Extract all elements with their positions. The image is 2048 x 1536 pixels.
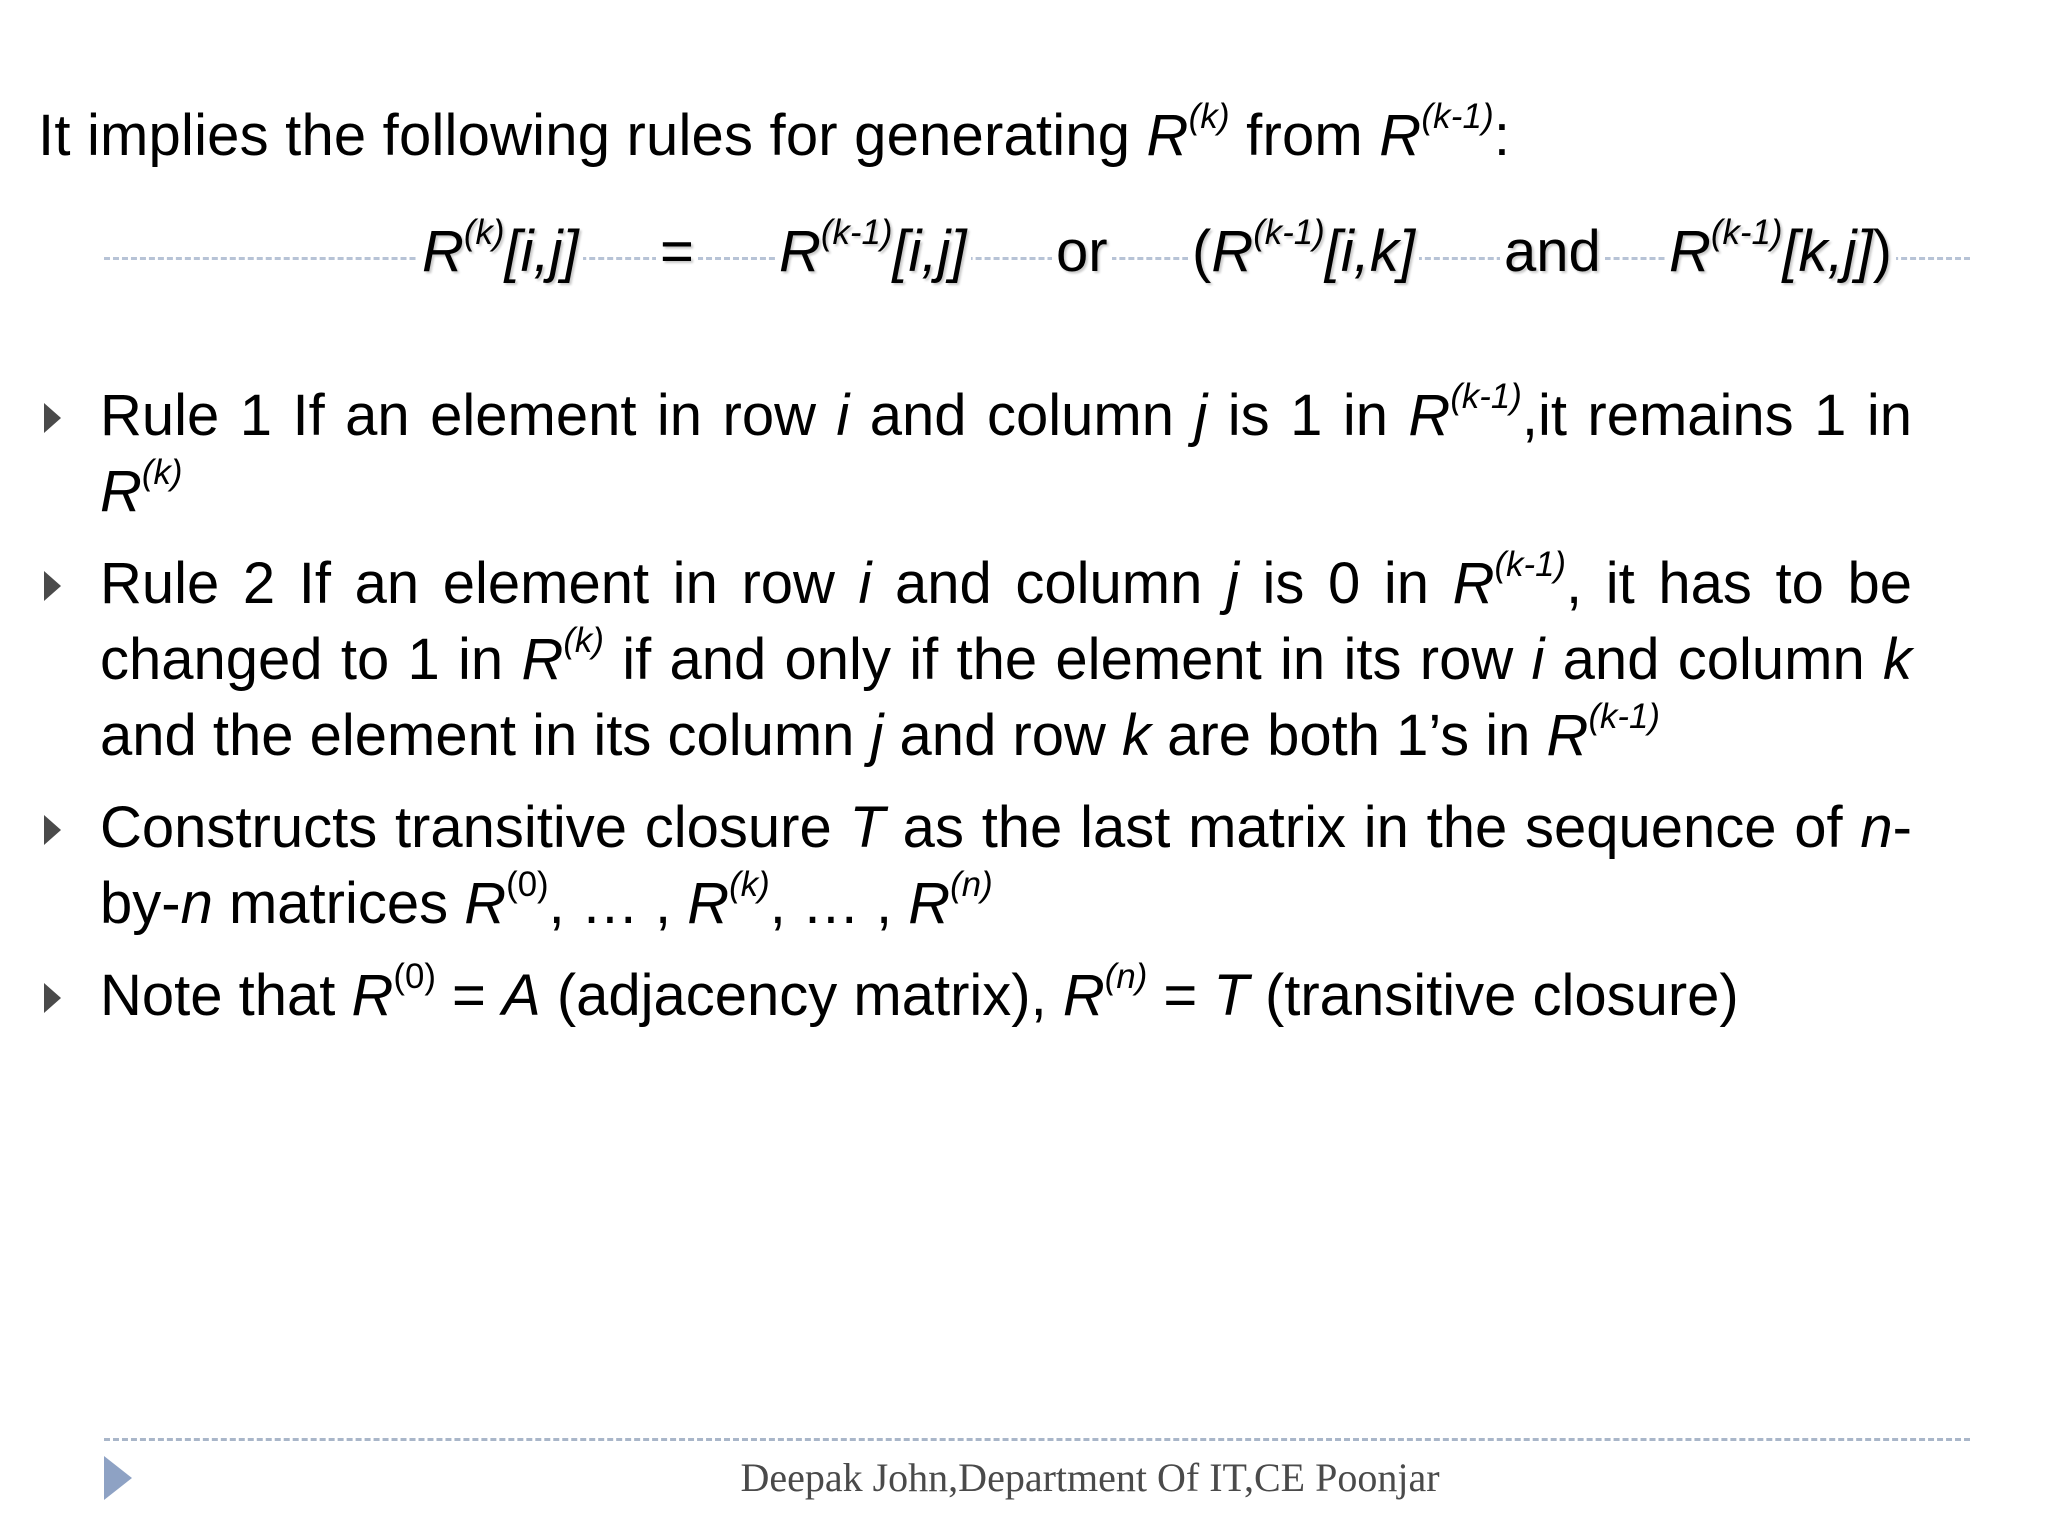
formula-and: and xyxy=(1500,212,1605,292)
bullet-text xyxy=(100,958,1912,1034)
var-t: T xyxy=(849,795,885,860)
var-n: n xyxy=(1860,795,1893,860)
formula-equals: = xyxy=(656,212,698,292)
var-i: i xyxy=(858,551,872,616)
superscript-k: (k) xyxy=(1188,96,1230,136)
text: (adjacency matrix), xyxy=(540,963,1063,1028)
text: is 1 in xyxy=(1207,383,1409,448)
text: and column xyxy=(871,551,1226,616)
text: , … , xyxy=(769,871,909,936)
var-k: k xyxy=(1882,627,1912,692)
symbol-r: R xyxy=(1379,103,1422,168)
text: and the element in its column xyxy=(100,703,871,768)
text: if and only if the element in its row xyxy=(603,627,1532,692)
text: changed to 1 in xyxy=(100,627,522,692)
bullet-line xyxy=(100,866,1912,942)
intro-line xyxy=(38,96,1510,176)
index-ij: [i,j] xyxy=(892,219,967,284)
symbol-r: R xyxy=(1452,551,1495,616)
text: Constructs transitive closure xyxy=(100,795,850,860)
text: = xyxy=(1147,963,1214,1028)
symbol-r: R xyxy=(521,627,564,692)
formula-term-lhs xyxy=(418,212,583,292)
var-j: j xyxy=(1194,383,1208,448)
text: = xyxy=(435,963,503,1028)
superscript-k-minus-1: (k-1) xyxy=(1450,376,1522,416)
paren-open: ( xyxy=(1192,219,1212,284)
superscript-0: (0) xyxy=(393,956,436,996)
formula-or: or xyxy=(1052,212,1112,292)
symbol-r: R xyxy=(779,219,821,284)
bullet-line xyxy=(100,790,1912,866)
superscript-k-minus-1: (k-1) xyxy=(1253,212,1325,252)
bullet-text xyxy=(100,378,1912,530)
bullet-line xyxy=(100,546,1912,622)
intro-colon: : xyxy=(1493,103,1511,168)
text: Note that xyxy=(100,963,352,1028)
text: by- xyxy=(100,871,181,936)
text: , … , xyxy=(548,871,688,936)
text: ,it remains 1 in xyxy=(1521,383,1912,448)
intro-text-from: from xyxy=(1229,103,1380,168)
formula-term-rhs1 xyxy=(775,212,971,292)
symbol-r: R xyxy=(1062,963,1105,1028)
formula xyxy=(0,212,2048,292)
superscript-n: (n) xyxy=(1104,956,1148,996)
bullet-line xyxy=(100,622,1912,698)
bullet-line xyxy=(100,454,1912,530)
var-k: k xyxy=(1122,703,1152,768)
symbol-r: R xyxy=(1146,103,1189,168)
bullet-text xyxy=(100,546,1912,774)
footer-credit: Deepak John,Department Of IT,CE Poonjar xyxy=(740,1455,1440,1500)
bullet-triangle-icon xyxy=(44,983,61,1013)
symbol-r: R xyxy=(351,963,394,1028)
symbol-r: R xyxy=(1211,219,1254,284)
bullet-triangle-icon xyxy=(44,815,61,845)
symbol-r: R xyxy=(100,459,142,524)
symbol-r: R xyxy=(422,219,464,284)
symbol-r: R xyxy=(908,871,951,936)
rule-label: Rule 2 xyxy=(100,551,276,616)
superscript-k-minus-1: (k-1) xyxy=(820,212,893,252)
text: and row xyxy=(883,703,1123,768)
formula-term-rhs3 xyxy=(1665,212,1896,292)
symbol-r: R xyxy=(464,871,507,936)
symbol-r: R xyxy=(687,871,730,936)
text: and column xyxy=(1544,627,1883,692)
superscript-k: (k) xyxy=(463,212,505,252)
text: , it has to be xyxy=(1566,551,1912,616)
intro-text: It implies the following rules for generating xyxy=(38,103,1147,168)
text: If an element in row xyxy=(275,551,859,616)
var-i: i xyxy=(1531,627,1545,692)
var-j: j xyxy=(1225,551,1239,616)
footer-dashed-line xyxy=(104,1438,1970,1441)
text: and column xyxy=(849,383,1195,448)
text: are both 1’s in xyxy=(1151,703,1547,768)
bullet-triangle-icon xyxy=(44,571,61,601)
index-ij: [i,j] xyxy=(504,219,579,284)
symbol-r: R xyxy=(1408,383,1451,448)
text: - xyxy=(1892,795,1912,860)
symbol-r: R xyxy=(1546,703,1589,768)
text: (transitive closure) xyxy=(1248,963,1739,1028)
var-a: A xyxy=(502,963,541,1028)
text: is 0 in xyxy=(1238,551,1453,616)
bullet-text xyxy=(100,790,1912,942)
superscript-k-minus-1: (k-1) xyxy=(1710,212,1783,252)
text: If an element in row xyxy=(272,383,837,448)
rule-label: Rule 1 xyxy=(100,383,272,448)
bullet-line xyxy=(100,958,1912,1034)
var-j: j xyxy=(870,703,884,768)
superscript-0: (0) xyxy=(506,864,549,904)
index-ik: [i,k] xyxy=(1324,219,1415,284)
bullet-line xyxy=(100,698,1912,774)
var-t: T xyxy=(1213,963,1249,1028)
bullet-line xyxy=(100,378,1912,454)
formula-term-rhs2 xyxy=(1188,212,1419,292)
text: matrices xyxy=(212,871,465,936)
superscript-k-minus-1: (k-1) xyxy=(1494,544,1567,584)
superscript-k: (k) xyxy=(729,864,770,904)
superscript-n: (n) xyxy=(950,864,993,904)
bullet-triangle-icon xyxy=(44,403,61,433)
superscript-k: (k) xyxy=(563,620,604,660)
paren-close: ) xyxy=(1872,219,1892,284)
index-kj: [k,j] xyxy=(1782,219,1873,284)
superscript-k-minus-1: (k-1) xyxy=(1588,696,1660,736)
var-n: n xyxy=(180,871,213,936)
text: as the last matrix in the sequence of xyxy=(884,795,1861,860)
superscript-k-minus-1: (k-1) xyxy=(1421,96,1494,136)
symbol-r: R xyxy=(1669,219,1711,284)
var-i: i xyxy=(836,383,850,448)
superscript-k: (k) xyxy=(141,452,183,492)
